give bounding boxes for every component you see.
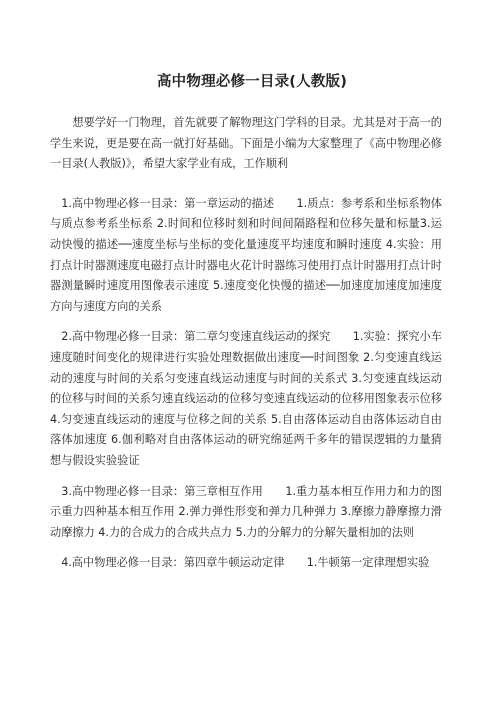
chapter-4-paragraph: 4.高中物理必修一目录：第四章牛顿运动定律 1.牛顿第一定律理想实验 [50,556,430,570]
page-title: 高中物理必修一目录(人教版) [156,74,348,90]
chapter-2-paragraph: 2.高中物理必修一目录：第二章匀变速直线运动的探究 1.实验：探究小车速度随时间变化的规律进行实验处理数据做出速度──时间图象 2.匀变速直线运动的速度与时间的关系匀变速直线运动速度与时间的关系式 3.匀变速直线运动的位移与时间的关系匀速直线运动的位移匀变速直线运动的位移用图象表示位移 4.匀变速直线运动的速度与位移之间的关系 5.自由落体运动自由落体运动自由落体加速度 6.伽利略对自由落体运动的研究绵延两千多年的错误逻辑的力量猜想与假设实验验证 [50,330,442,467]
chapter-3-paragraph: 3.高中物理必修一目录：第三章相互作用 1.重力基本相互作用力和力的图示重力四种基本相互作用 2.弹力弹性形变和弹力几种弹力 3.摩擦力静摩擦力滑动摩擦力 4.力的合成力的合成共点力 5.力的分解力的分解矢量相加的法则 [50,484,442,539]
document-body [50,113,442,584]
chapter-1-paragraph: 1.高中物理必修一目录：第一章运动的描述 1.质点：参考系和坐标系物体与质点参考系坐标系 2.时间和位移时刻和时间间隔路程和位移矢量和标量3.运动快慢的描述──速度坐标与坐标的变化量速度平均速度和瞬时速度 4.实验：用打点计时器测速度电磁打点计时器电火花计时器练习使用打点计时器用打点计时器测量瞬时速度用图像表示速度 5.速度变化快慢的描述──加速度加速度加速度方向与速度方向的关系 [50,196,442,313]
intro-paragraph: 想要学好一门物理，首先就要了解物理这门学科的目录。尤其是对于高一的学生来说，更是要在高一就打好基础。下面是小编为大家整理了《高中物理必修一目录(人教版)》，希望大家学业有成，工作顺利 [50,116,442,171]
